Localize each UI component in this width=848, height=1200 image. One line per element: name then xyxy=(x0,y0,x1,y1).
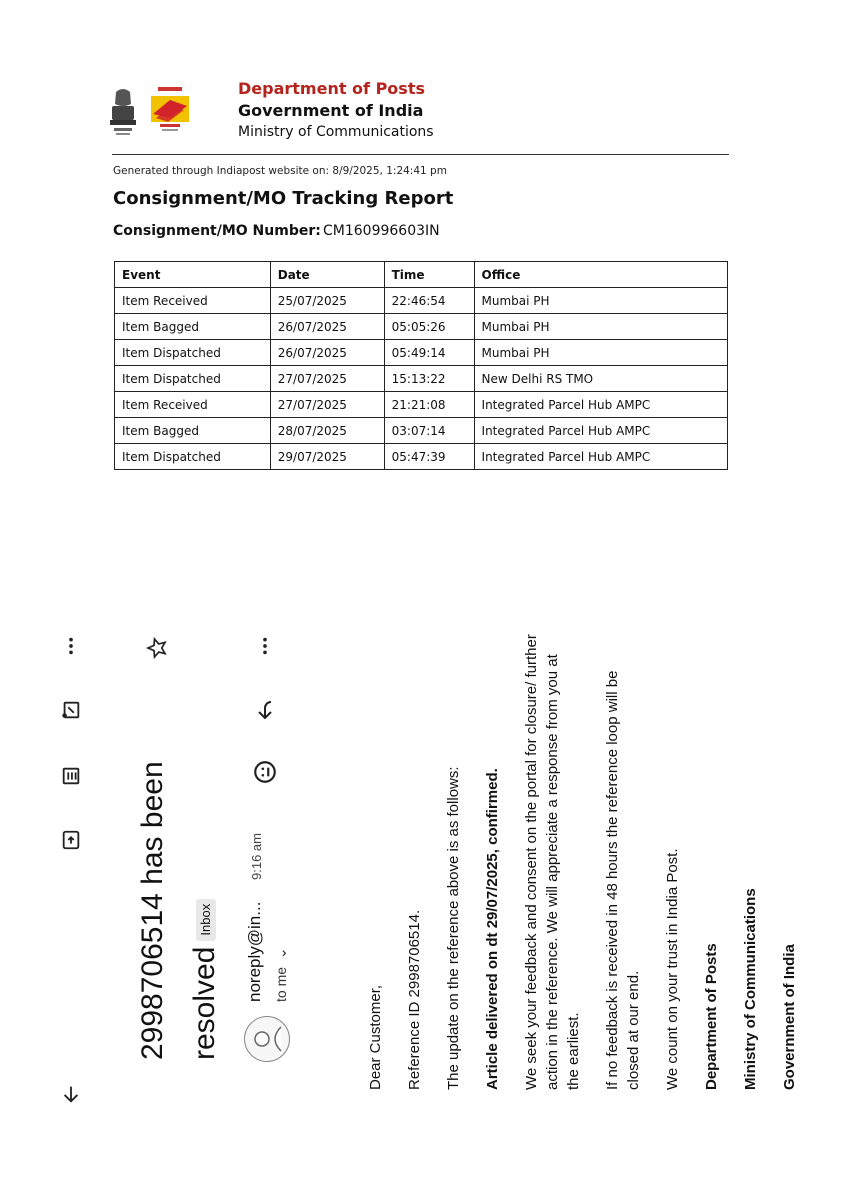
event-cell: Item Bagged xyxy=(115,314,271,340)
time-cell: 05:47:39 xyxy=(384,444,474,470)
office-cell: Mumbai PH xyxy=(474,314,727,340)
subject-text: 2998706514 has been resolved xyxy=(136,761,221,1060)
time-cell: 21:21:08 xyxy=(384,392,474,418)
table-row xyxy=(115,444,728,470)
reply-icon[interactable] xyxy=(247,692,283,728)
table-row xyxy=(115,366,728,392)
event-cell: Item Dispatched xyxy=(115,366,271,392)
generated-note: Generated through Indiapost website on: 8/9/2025, 1:24:41 pm xyxy=(113,165,447,177)
move-to-icon[interactable] xyxy=(53,758,89,794)
signature-government: Government of India xyxy=(781,944,798,1090)
archive-icon[interactable] xyxy=(53,822,89,858)
event-cell: Item Received xyxy=(115,392,271,418)
table-row xyxy=(115,340,728,366)
closure-paragraph: If no feedback is received in 48 hours the reference loop will be closed at our end. xyxy=(604,670,642,1090)
email-time: 9:16 am xyxy=(249,833,264,880)
date-cell: 29/07/2025 xyxy=(270,444,384,470)
date-cell: 25/07/2025 xyxy=(270,288,384,314)
office-cell: New Delhi RS TMO xyxy=(474,366,727,392)
email-subject xyxy=(127,680,231,1060)
time-cell: 05:05:26 xyxy=(384,314,474,340)
table-row xyxy=(115,288,728,314)
date-cell: 27/07/2025 xyxy=(270,366,384,392)
email-body xyxy=(365,630,818,1090)
consignment-number-value: CM160996603IN xyxy=(323,223,440,239)
emoji-reaction-icon[interactable] xyxy=(247,754,283,790)
office-cell: Integrated Parcel Hub AMPC xyxy=(474,392,727,418)
date-cell: 27/07/2025 xyxy=(270,392,384,418)
column-header: Office xyxy=(474,262,727,288)
date-cell: 26/07/2025 xyxy=(270,314,384,340)
signature-ministry: Ministry of Communications xyxy=(742,888,759,1090)
avatar xyxy=(244,1016,290,1062)
time-cell: 15:13:22 xyxy=(384,366,474,392)
column-header: Time xyxy=(384,262,474,288)
star-icon[interactable] xyxy=(139,630,175,666)
tracking-table xyxy=(114,261,728,470)
national-emblem-icon xyxy=(106,86,140,138)
office-cell: Mumbai PH xyxy=(474,288,727,314)
reference-line: Reference ID 2998706514. xyxy=(406,909,423,1090)
report-title: Consignment/MO Tracking Report xyxy=(113,188,454,209)
trust-line: We count on your trust in India Post. xyxy=(664,848,681,1090)
event-cell: Item Dispatched xyxy=(115,340,271,366)
office-cell: Integrated Parcel Hub AMPC xyxy=(474,444,727,470)
event-cell: Item Received xyxy=(115,288,271,314)
table-header-row xyxy=(115,262,728,288)
time-cell: 03:07:14 xyxy=(384,418,474,444)
event-cell: Item Dispatched xyxy=(115,444,271,470)
delivery-status: Article delivered on dt 29/07/2025, confirmed. xyxy=(484,768,501,1090)
ministry-title: Ministry of Communications xyxy=(238,124,434,140)
time-cell: 22:46:54 xyxy=(384,288,474,314)
email-screenshot xyxy=(47,620,798,1120)
mark-unread-icon[interactable] xyxy=(53,692,89,728)
date-cell: 28/07/2025 xyxy=(270,418,384,444)
back-arrow-icon[interactable] xyxy=(53,1076,89,1112)
column-header: Event xyxy=(115,262,271,288)
header-divider xyxy=(112,154,729,155)
event-cell: Item Bagged xyxy=(115,418,271,444)
signature-department: Department of Posts xyxy=(703,943,720,1090)
table-row xyxy=(115,392,728,418)
message-more-icon[interactable] xyxy=(247,628,283,664)
consignment-number-label: Consignment/MO Number: xyxy=(113,223,321,239)
office-cell: Mumbai PH xyxy=(474,340,727,366)
office-cell: Integrated Parcel Hub AMPC xyxy=(474,418,727,444)
india-post-logo xyxy=(150,84,190,140)
time-cell: 05:49:14 xyxy=(384,340,474,366)
greeting: Dear Customer, xyxy=(367,984,384,1090)
table-row xyxy=(115,314,728,340)
chevron-down-icon: ⌄ xyxy=(273,947,289,960)
sender-name[interactable]: noreply@in... xyxy=(245,901,264,1002)
department-title: Department of Posts xyxy=(238,79,425,98)
government-title: Government of India xyxy=(238,101,424,120)
update-line: The update on the reference above is as follows: xyxy=(445,766,462,1090)
more-options-icon[interactable] xyxy=(53,628,89,664)
feedback-paragraph: We seek your feedback and consent on the portal for closure/ further action in the reference. We will appreciate a response from you at the earliest. xyxy=(523,634,582,1090)
recipient-toggle[interactable] xyxy=(273,947,290,1002)
table-row xyxy=(115,418,728,444)
date-cell: 26/07/2025 xyxy=(270,340,384,366)
recipient-label: to me xyxy=(273,966,289,1002)
inbox-badge[interactable]: Inbox xyxy=(196,899,216,941)
column-header: Date xyxy=(270,262,384,288)
